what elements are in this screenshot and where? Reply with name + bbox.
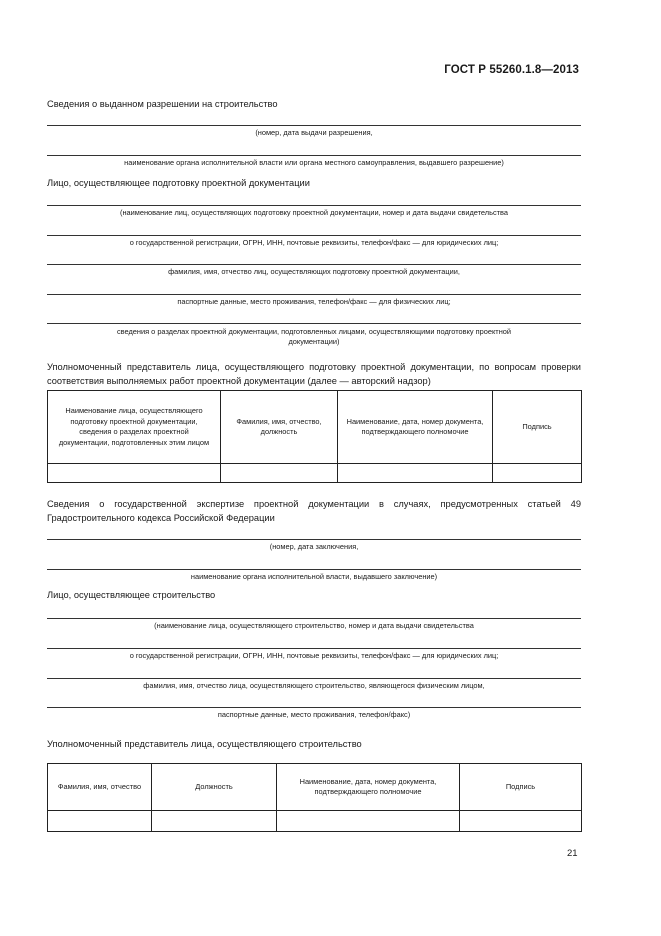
field-caption: документации) [288,337,340,346]
table-row [48,464,582,483]
page-number: 21 [567,848,578,859]
table-header-cell: Подпись [460,764,582,811]
fill-line [47,618,581,619]
table-cell[interactable] [460,811,582,832]
section-heading-builder: Лицо, осуществляющее строительство [47,590,216,600]
section-heading-expertise: Сведения о государственной экспертизе проектной документации в случаях, предусмотренных статьей 49 Градостроительного кодекса Российской Федерации [47,499,581,523]
fill-line [47,323,581,324]
fill-line [47,294,581,295]
fill-line [47,648,581,649]
field-caption: о государственной регистрации, ОГРН, ИНН, почтовые реквизиты, телефон/факс — для юридических лиц; [129,238,499,247]
section-heading-builder-representative: Уполномоченный представитель лица, осуществляющего строительство [47,739,362,749]
fill-line [47,205,581,206]
table-header-cell: Наименование, дата, номер документа, подтверждающего полномочие [277,764,460,811]
field-caption: (номер, дата заключения, [269,542,359,551]
fill-line [47,678,581,679]
table-header-cell: Фамилия, имя, отчество, должность [221,391,338,464]
table-header-cell: Наименование, дата, номер документа, подтверждающего полномочие [338,391,493,464]
section-heading-author-supervision: Уполномоченный представитель лица, осуществляющего подготовку проектной документации, по вопросам проверки соответствия выполняемых работ проектной документации (далее — авторский надзор) [47,362,581,386]
table-header-cell: Должность [152,764,277,811]
author-supervision-table [47,390,582,483]
field-caption: наименование органа исполнительной власти или органа местного самоуправления, выдавшего разрешение) [124,158,504,167]
table-header-cell: Подпись [493,391,582,464]
table-cell[interactable] [493,464,582,483]
table-row [48,811,582,832]
table-header-cell: Фамилия, имя, отчество [48,764,152,811]
table-header-cell: Наименование лица, осуществляющего подготовку проектной документации, сведения о разделах проектной документации, подготовленных этим лицом [48,391,221,464]
table-cell[interactable] [338,464,493,483]
field-caption: сведения о разделах проектной документации, подготовленных лицами, осуществляющими подготовку проектной [116,327,512,336]
field-caption: паспортные данные, место проживания, телефон/факс — для физических лиц; [177,297,451,306]
field-caption: о государственной регистрации, ОГРН, ИНН, почтовые реквизиты, телефон/факс — для юридических лиц; [129,651,499,660]
fill-line [47,264,581,265]
fill-line [47,235,581,236]
field-caption: фамилия, имя, отчество лица, осуществляющего строительство, являющегося физическим лицом, [143,681,485,690]
table-cell[interactable] [277,811,460,832]
standard-header: ГОСТ Р 55260.1.8—2013 [444,64,579,76]
section-heading-designer: Лицо, осуществляющее подготовку проектной документации [47,178,310,188]
table-cell[interactable] [48,464,221,483]
fill-line [47,125,581,126]
field-caption: паспортные данные, место проживания, телефон/факс) [217,710,411,719]
field-caption: фамилия, имя, отчество лиц, осуществляющих подготовку проектной документации, [168,267,460,276]
table-cell[interactable] [152,811,277,832]
fill-line [47,539,581,540]
section-heading-permit: Сведения о выданном разрешении на строительство [47,99,278,109]
table-cell[interactable] [48,811,152,832]
field-caption: наименование органа исполнительной власти, выдавшего заключение) [190,572,438,581]
field-caption: (наименование лица, осуществляющего строительство, номер и дата выдачи свидетельства [154,621,474,630]
table-header-row [48,764,582,811]
fill-line [47,707,581,708]
table-header-row [48,391,582,464]
fill-line [47,155,581,156]
builder-representative-table [47,763,582,832]
field-caption: (наименование лиц, осуществляющих подготовку проектной документации, номер и дата выдачи свидетельства [120,208,508,217]
table-cell[interactable] [221,464,338,483]
fill-line [47,569,581,570]
field-caption: (номер, дата выдачи разрешения, [255,128,373,137]
